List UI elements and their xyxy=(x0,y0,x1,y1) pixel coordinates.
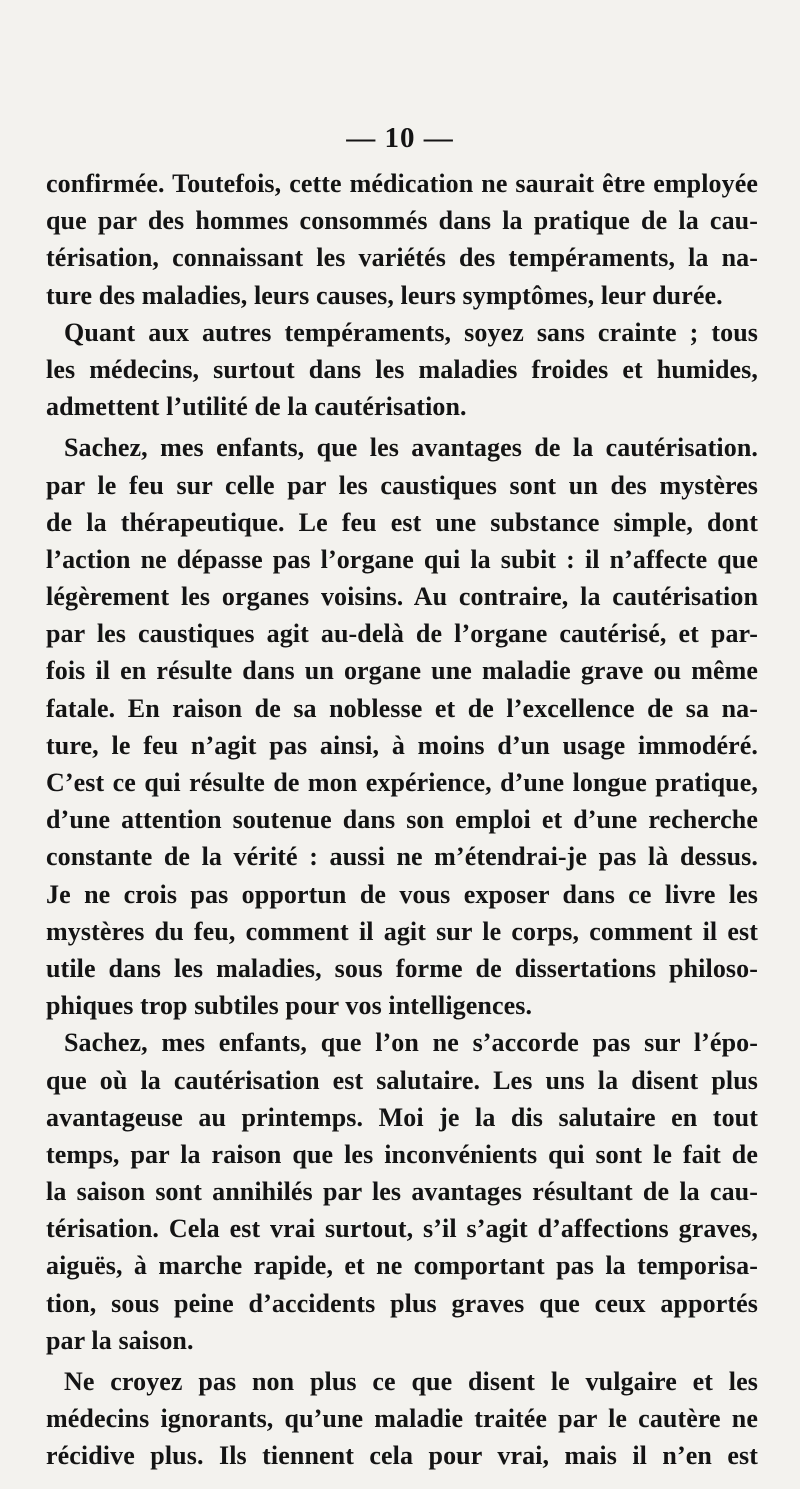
text-line: légèrement les organes voisins. Au contraire, la cautérisation xyxy=(46,582,758,612)
text-line: l’action ne dépasse pas l’organe qui la subit : il n’affecte que xyxy=(46,544,758,574)
text-line: temps, par la raison que les inconvénients qui sont le fait de xyxy=(46,1139,758,1169)
text-line: les médecins, surtout dans les maladies froides et humides, xyxy=(46,354,758,384)
text-line: confirmée. Toutefois, cette médication ne saurait être employée xyxy=(46,169,758,198)
page-number: — 10 — xyxy=(346,122,454,154)
text-line: par les caustiques agit au-delà de l’organe cautérisé, et par- xyxy=(46,619,758,649)
body-text xyxy=(46,165,758,1475)
text-line: phiques trop subtiles pour vos intelligences. xyxy=(46,991,533,1021)
text-line: Sachez, mes enfants, que les avantages de la cautérisation. xyxy=(64,433,758,463)
text-line: Sachez, mes enfants, que l’on ne s’accorde pas sur l’épo- xyxy=(64,1028,758,1058)
text-line: Je ne crois pas opportun de vous exposer dans ce livre les xyxy=(46,879,758,909)
text-line: utile dans les maladies, sous forme de dissertations philoso- xyxy=(46,953,758,983)
text-line: fois il en résulte dans un organe une maladie grave ou même xyxy=(46,656,758,686)
text-line: C’est ce qui résulte de mon expérience, d’une longue pratique, xyxy=(46,768,758,797)
text-line: par la saison. xyxy=(46,1325,194,1355)
text-line: par le feu sur celle par les caustiques sont un des mystères xyxy=(46,470,758,500)
text-line: fatale. En raison de sa noblesse et de l’excellence de sa na- xyxy=(46,693,758,723)
text-line: avantageuse au printemps. Moi je la dis salutaire en tout xyxy=(46,1102,758,1132)
text-line: que par des hommes consommés dans la pratique de la cau- xyxy=(46,206,758,236)
text-line: récidive plus. Ils tiennent cela pour vrai, mais il n’en est xyxy=(46,1441,758,1471)
text-line: médecins ignorants, qu’une maladie traitée par le cautère ne xyxy=(46,1404,758,1434)
text-line: Quant aux autres tempéraments, soyez sans crainte ; tous xyxy=(64,317,758,347)
text-line: térisation. Cela est vrai surtout, s’il s’agit d’affections graves, xyxy=(46,1214,758,1244)
text-line: mystères du feu, comment il agit sur le corps, comment il est xyxy=(46,916,758,946)
text-line: tion, sous peine d’accidents plus graves que ceux apportés xyxy=(46,1288,758,1318)
text-line: constante de la vérité : aussi ne m’étendrai-je pas là dessus. xyxy=(46,842,758,872)
text-line: ture des maladies, leurs causes, leurs symptômes, leur durée. xyxy=(46,280,723,310)
text-line: d’une attention soutenue dans son emploi et d’une recherche xyxy=(46,805,758,835)
text-line: Ne croyez pas non plus ce que disent le vulgaire et les xyxy=(64,1367,758,1396)
text-line: admettent l’utilité de la cautérisation. xyxy=(46,392,467,422)
text-line: aiguës, à marche rapide, et ne comportant pas la temporisa- xyxy=(46,1251,758,1281)
text-line: de la thérapeutique. Le feu est une substance simple, dont xyxy=(46,507,758,537)
text-line: que où la cautérisation est salutaire. Les uns la disent plus xyxy=(46,1065,758,1095)
text-line: ture, le feu n’agit pas ainsi, à moins d’un usage immodéré. xyxy=(46,730,758,760)
text-line: la saison sont annihilés par les avantages résultant de la cau- xyxy=(46,1177,758,1207)
text-line: térisation, connaissant les variétés des tempéraments, la na- xyxy=(46,243,758,273)
